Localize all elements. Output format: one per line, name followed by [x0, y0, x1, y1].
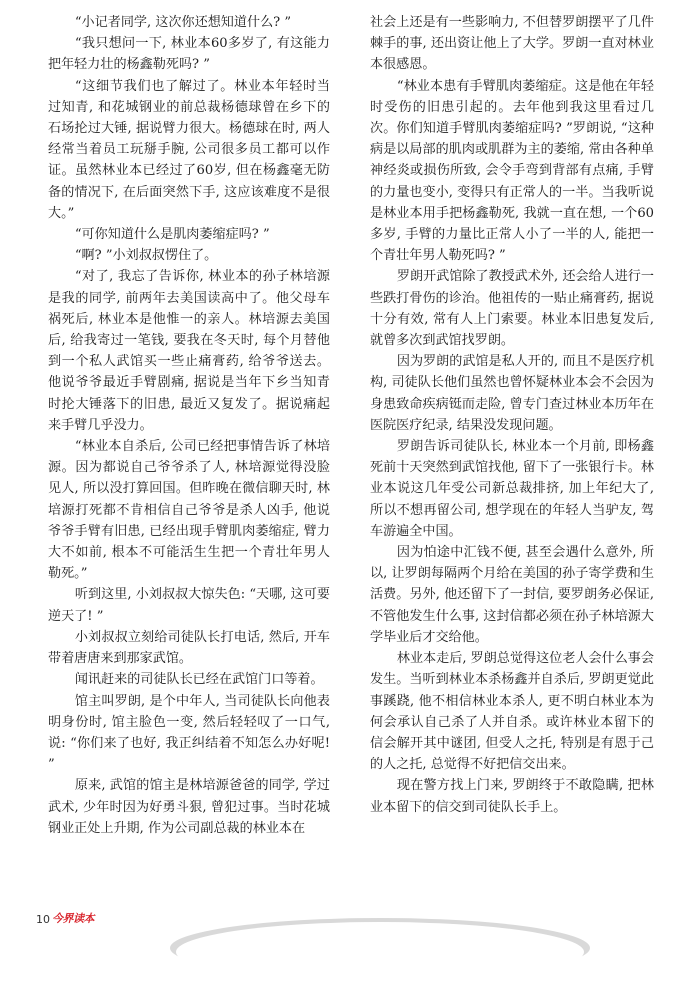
- paragraph: 罗朗告诉司徒队长, 林业本一个月前, 即杨鑫死前十天突然到武馆找他, 留下了一张银行卡。林业本说这几年受公司新总裁排挤, 加上年纪大了, 所以不想再留公司, 想学现在的年轻人当驴友, 驾车游遍全中国。: [370, 439, 654, 539]
- paragraph-continuation: 社会上还是有一些影响力, 不但替罗朗摆平了几件棘手的事, 还出资让他上了大学。罗朗一直对林业本很感恩。: [370, 15, 654, 73]
- paragraph: “可你知道什么是肌肉萎缩症吗? ”: [74, 227, 270, 243]
- page-number: 10: [36, 913, 50, 926]
- right-column: [370, 12, 654, 818]
- paragraph: 罗朗开武馆除了教授武术外, 还会给人进行一些跌打骨伤的诊治。他祖传的一贴止痛膏药, 据说十分有效, 常有人上门索要。林业本旧患复发后, 就曾多次到武馆找罗朗。: [370, 269, 654, 349]
- paragraph: 馆主叫罗朗, 是个中年人, 当司徒队长向他表明身份时, 馆主脸色一变, 然后轻轻叹了一口气, 说: “你们来了也好, 我正纠结着不知怎么办好呢! ”: [48, 693, 330, 773]
- paragraph: “林业本患有手臂肌肉萎缩症。这是他在年轻时受伤的旧患引起的。去年他到我这里看过几次。你们知道手臂肌肉萎缩症吗? ”罗朗说, “这种病是以局部的肌肉或肌群为主的萎缩, 常由各种单神经炎或损伤所致, 会令手弯到背部有点痛, 手臂的力量也变小, 变得只有正常人的一半。当我听说是林业本用手把杨鑫勒死, 我就一直在想, 一个60多岁, 手臂的力量比正常人小了一半的人, 能把一个青壮年男人勒死吗? ”: [370, 78, 654, 264]
- paragraph: “对了, 我忘了告诉你, 林业本的孙子林培源是我的同学, 前两年去美国读高中了。他父母车祸死后, 林业本是他惟一的亲人。林培源去美国后, 给我寄过一笔钱, 要我在冬天时, 每个月替他到一个私人武馆买一些止痛膏药, 给爷爷送去。他说爷爷最近手臂剧痛, 据说是当年下乡当知青时抡大锤落下的旧患, 最近又复发了。据说痛起来手臂几乎没力。: [48, 269, 330, 433]
- paragraph: 林业本走后, 罗朗总觉得这位老人会什么事会发生。当听到林业本杀杨鑫并自杀后, 罗朗更觉此事蹊跷, 他不相信林业本杀人, 更不明白林业本为何会承认自己杀了人并自杀。或许林业本留下的信会解开其中谜团, 但受人之托, 特别是有恩于己的人之托, 总觉得不好把信交出来。: [370, 651, 654, 773]
- left-column: [48, 12, 330, 839]
- paragraph: 现在警方找上门来, 罗朗终于不敢隐瞒, 把林业本留下的信交到司徒队长手上。: [370, 778, 654, 815]
- paragraph: 因为怕途中汇钱不便, 甚至会遇什么意外, 所以, 让罗朗每隔两个月给在美国的孙子寄学费和生活费。另外, 他还留下了一封信, 要罗朗务必保证, 不管他发生什么事, 这封信都必须在孙子林培源大学毕业后才交给他。: [370, 545, 654, 645]
- paragraph: “啊? ”小刘叔叔愣住了。: [74, 248, 218, 264]
- paragraph: “我只想问一下, 林业本60多岁了, 有这能力把年轻力壮的杨鑫勒死吗? ”: [48, 36, 330, 73]
- paragraph: “这细节我们也了解过了。林业本年轻时当过知青, 和花城钢业的前总裁杨德球曾在乡下的石场抡过大锤, 据说臂力很大。杨德球在时, 两人经常当着员工玩掰手腕, 公司很多员工都可以作证。虽然林业本已经过了60岁, 但在杨鑫毫无防备的情况下, 在后面突然下手, 这应该难度不是很大。”: [48, 78, 330, 221]
- magazine-logo: 今界读本: [52, 912, 94, 925]
- paragraph: “林业本自杀后, 公司已经把事情告诉了林培源。因为都说自己爷爷杀了人, 林培源觉得没脸见人, 所以没打算回国。但昨晚在微信聊天时, 林培源打死都不肯相信自己爷爷是杀人凶手, 他说爷爷手臂有旧患, 已经出现手臂肌肉萎缩症, 臂力大不如前, 根本不可能活生生把一个青壮年男人勒死。”: [48, 439, 330, 582]
- paragraph: 小刘叔叔立刻给司徒队长打电话, 然后, 开车带着唐唐来到那家武馆。: [48, 629, 330, 667]
- paragraph: 因为罗朗的武馆是私人开的, 而且不是医疗机构, 司徒队长他们虽然也曾怀疑林业本会不会因为身患致命疾病铤而走险, 曾专门查过林业本历年在医院医疗纪录, 结果没发现问题。: [370, 354, 654, 433]
- paragraph: “小记者同学, 这次你还想知道什么? ”: [74, 15, 292, 30]
- paragraph: 原来, 武馆的馆主是林培源爸爸的同学, 学过武术, 少年时因为好勇斗狠, 曾犯过事。当时花城钢业正处上升期, 作为公司副总裁的林业本在: [48, 778, 330, 836]
- footer-decoration-mask: [176, 922, 584, 982]
- paragraph: 闻讯赶来的司徒队长已经在武馆门口等着。: [74, 672, 324, 688]
- paragraph: 听到这里, 小刘叔叔大惊失色: “天哪, 这可要逆天了! ”: [48, 587, 330, 624]
